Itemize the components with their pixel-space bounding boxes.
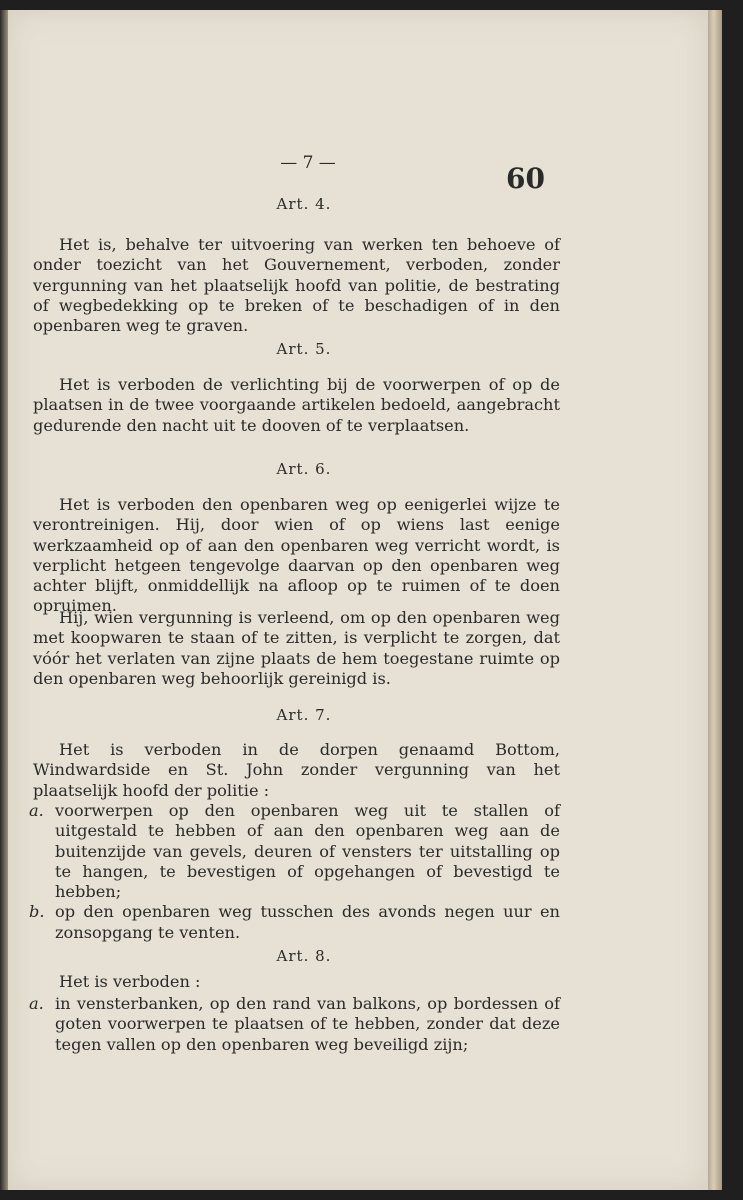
article-paragraph: Het is verboden den openbaren weg op eenigerlei wijze te verontreinigen. Hij, door wien of op wiens last eenige werkzaamheid op of aan den openbaren weg verricht wordt, is verplicht hetgeen tengevolge daarvan op den openbaren weg achter blijft, onmiddellijk na afloop op te ruimen of te doen opruimen. xyxy=(33,495,560,616)
list-letter: b. xyxy=(29,902,45,922)
list-item-text: in vensterbanken, op den rand van balkons, op bordessen of goten voorwerpen te plaatsen of te hebben, zonder dat deze tegen vallen op den openbaren weg beveiligd zijn; xyxy=(55,994,560,1054)
list-letter: a. xyxy=(29,801,44,820)
article-paragraph: Hij, wien vergunning is verleend, om op den openbaren weg met koopwaren te staan of te zitten, is verplicht te zorgen, dat vóór het verlaten van zijne plaats de hem toegestane ruimte op den openbaren weg behoorlijk gereinigd is. xyxy=(33,608,560,688)
list-item xyxy=(29,994,560,1055)
list-letter: a. xyxy=(29,994,44,1013)
list-item-text: voorwerpen op den openbaren weg uit te stallen of uitgestald te hebben of aan den openbaren weg aan de buitenzijde van gevels, deuren of vensters ter uitstalling op te hangen, te bevestigen of opgehangen of bevestigd te hebben; xyxy=(55,801,560,902)
list-item xyxy=(29,902,560,943)
document-page xyxy=(8,10,708,1190)
article-title: Art. 8. xyxy=(276,947,332,965)
article-title: Art. 6. xyxy=(276,460,332,478)
article-title: Art. 7. xyxy=(276,706,332,724)
article-intro: Het is verboden in de dorpen genaamd Bottom, Windwardside en St. John zonder vergunning van het plaatselijk hoofd der politie : xyxy=(33,740,560,800)
page-number: — 7 — xyxy=(280,153,336,173)
list-item xyxy=(29,801,560,902)
list-item-text: op den openbaren weg tusschen des avonds negen uur en zonsopgang te venten. xyxy=(55,902,560,942)
page-edge xyxy=(708,10,722,1190)
book-spine-shadow xyxy=(0,10,8,1190)
article-list xyxy=(29,801,560,943)
article-list xyxy=(29,994,560,1055)
article-intro: Het is verboden : xyxy=(59,972,201,991)
article-title: Art. 4. xyxy=(276,195,332,213)
folio-number: 60 xyxy=(506,162,545,195)
article-paragraph: Het is, behalve ter uitvoering van werken ten behoeve of onder toezicht van het Gouvernement, verboden, zonder vergunning van het plaatselijk hoofd van politie, de bestrating of wegbedekking op te breken of te beschadigen of in den openbaren weg te graven. xyxy=(33,235,560,336)
article-paragraph: Het is verboden de verlichting bij de voorwerpen of op de plaatsen in de twee voorgaande artikelen bedoeld, aangebracht gedurende den nacht uit te dooven of te verplaatsen. xyxy=(33,375,560,435)
article-title: Art. 5. xyxy=(276,340,332,358)
